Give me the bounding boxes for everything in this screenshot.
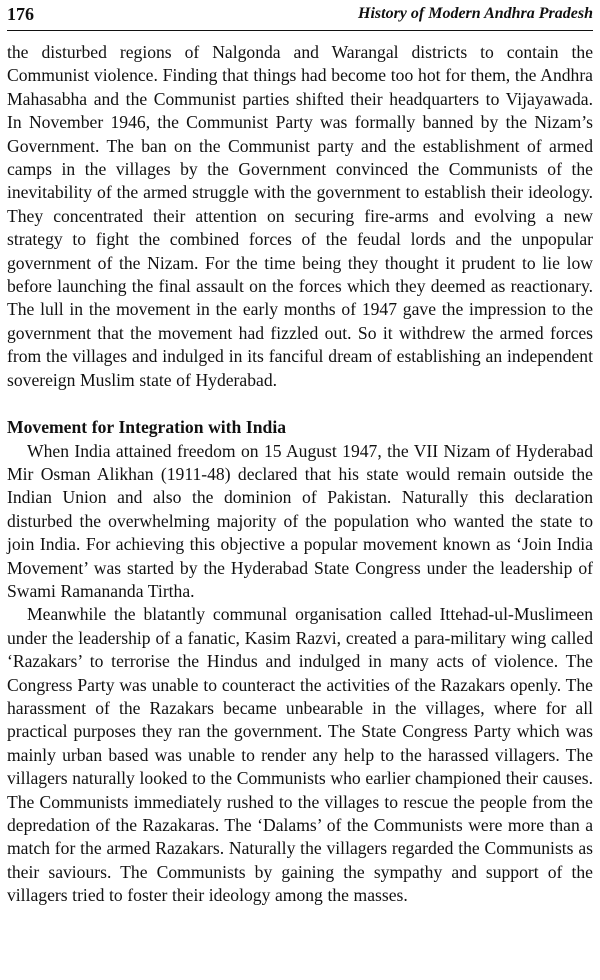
page-body xyxy=(7,41,593,908)
page-header xyxy=(7,0,593,31)
paragraph-continued: the disturbed regions of Nalgonda and Warangal districts to contain the Communist violence. Finding that things had become too hot for them, the Andhra Mahasabha and the Communist parties shifted their headquarters to Vijayawada. In November 1946, the Communist Party was formally banned by the Nizam’s Government. The ban on the Communist party and the establishment of armed camps in the villages by the Government convinced the Communists of the inevitability of the armed struggle with the government to establish their ideology. They concentrated their attention on securing fire-arms and evolving a new strategy to fight the combined forces of the feudal lords and the unpopular government of the Nizam. For the time being they thought it prudent to lie low before launching the final assault on the forces which they deemed as reactionary. The lull in the movement in the early months of 1947 gave the impression to the government that the movement had fizzled out. So it withdrew the armed forces from the villages and indulged in its fanciful dream of establishing an independent sovereign Muslim state of Hyderabad. xyxy=(7,42,593,390)
paragraph-razakars: Meanwhile the blatantly communal organisation called Ittehad-ul-Muslimeen under the leadership of a fanatic, Kasim Razvi, created a para-military wing called ‘Razakars’ to terrorise the Hindus and indulged in many acts of violence. The Congress Party was unable to counteract the activities of the Razakars openly. The harassment of the Razakars became unbearable in the villages, where for all practical purposes they ran the government. The State Congress Party which was mainly urban based was unable to render any help to the harassed villagers. The villagers naturally looked to the Communists who earlier championed their causes. The Communists immediately rushed to the villages to rescue the people from the depredation of the Razakaras. The ‘Dalams’ of the Communists were more than a match for the armed Razakars. Naturally the villagers regarded the Communists as their saviours. The Communists by gaining the sympathy and support of the villagers tried to foster their ideology among the masses. xyxy=(7,604,593,906)
section-heading: Movement for Integration with India xyxy=(7,417,287,438)
running-title: History of Modern Andhra Pradesh xyxy=(358,5,593,22)
paragraph-integration-intro: When India attained freedom on 15 August 1947, the VII Nizam of Hyderabad Mir Osman Alikhan (1911-48) declared that his state would remain outside the Indian Union and also the dominion of Pakistan. Naturally this declaration disturbed the overwhelming majority of the population who wanted the state to join India. For achieving this objective a popular movement known as ‘Join India Movement’ was started by the Hyderabad State Congress under the leadership of Swami Ramananda Tirtha. xyxy=(7,440,593,601)
page-number: 176 xyxy=(7,4,34,24)
book-page xyxy=(7,0,593,980)
